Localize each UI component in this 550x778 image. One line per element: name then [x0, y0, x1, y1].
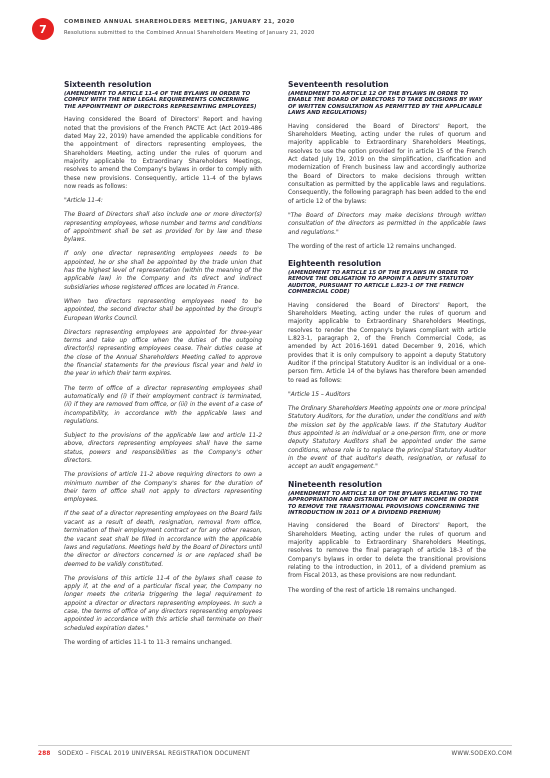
paragraph: If the seat of a director representing employees on the Board falls vacant as a result of death, resignation, removal from office, termination of their employment contract or for any other reason, the vacant seat shall be filled in accordance with the applicable laws and regulations. Meetings held by the Board of Directors until the director or directors concerned is or are replaced shall be deemed to be validly constituted.	[64, 511, 262, 568]
running-header-subtitle: Resolutions submitted to the Combined Annual Shareholders Meeting of January 21, 2020	[64, 30, 315, 36]
resolution-18-section	[288, 259, 486, 472]
resolution-17-heading: Seventeenth resolution	[288, 80, 389, 89]
page-number: 288	[38, 751, 51, 757]
paragraph: Having considered the Board of Directors' Report, the Shareholders Meeting, acting under the rules of quorum and majority applicable to Extraordinary Shareholders Meetings, resolves to remove the final paragraph of article 18-3 of the Company's bylaws in order to delete the transitional provisions relating to the introduction, in 2011, of a dividend premium as from Fiscal 2013, as these provisions are now redundant.	[288, 523, 486, 580]
paragraph: The Board of Directors shall also include one or more director(s) representing employees, whose number and terms and conditions of appointment shall be set as provided for by law and these bylaws.	[64, 212, 262, 244]
chapter-number-badge: 7	[32, 18, 54, 40]
footer-website-link[interactable]: WWW.SODEXO.COM	[451, 751, 512, 757]
resolution-19-subheading: (AMENDMENT TO ARTICLE 18 OF THE BYLAWS RELATING TO THE APPROPRIATION AND DISTRIBUTION OF NET INCOME IN ORDER TO REMOVE THE TRANSITIONAL PROVISIONS CONCERNING THE INTRODUCTION IN 2011 OF A DIVIDEND PREMIUM)	[288, 490, 483, 516]
resolution-19-section	[288, 480, 486, 595]
paragraph: Subject to the provisions of the applicable law and article 11-2 above, directors representing employees shall have the same status, powers and responsibilities as the Company's other directors.	[64, 433, 262, 465]
paragraph: The wording of articles 11-1 to 11-3 remains unchanged.	[64, 639, 232, 646]
paragraph: The provisions of article 11-2 above requiring directors to own a minimum number of the Company's shares for the duration of their term of office shall not apply to directors representing employees.	[64, 472, 262, 504]
paragraph: "Article 11-4:	[64, 198, 103, 205]
paragraph: When two directors representing employees need to be appointed, the second director shall be appointed by the Group's European Works Council.	[64, 298, 262, 322]
left-column	[64, 80, 262, 655]
footer-divider	[38, 745, 512, 746]
resolution-16-heading: Sixteenth resolution	[64, 80, 152, 89]
footer-document-title: SODEXO – FISCAL 2019 UNIVERSAL REGISTRATION DOCUMENT	[58, 751, 251, 757]
paragraph: The Ordinary Shareholders Meeting appoints one or more principal Statutory Auditors, for the duration, under the conditions and with the mission set by the applicable laws. If the Statutory Auditor thus appointed is an individual or a one-person firm, one or more deputy Statutory Auditors shall be appointed under the same conditions, whose role is to replace the principal Statutory Auditor in the event of that auditor's death, resignation, or refusal to accept an audit engagement."	[288, 406, 486, 471]
resolution-17-section	[288, 80, 486, 251]
paragraph: The provisions of this article 11-4 of the bylaws shall cease to apply if, at the end of a particular fiscal year, the Company no longer meets the criteria triggering the legal requirement to appoint a director or directors representing employees. In such a case, the terms of office of any directors representing employees appointed in accordance with this article shall terminate on their scheduled expiration dates."	[64, 575, 262, 632]
paragraph: "Article 15 – Auditors	[288, 391, 351, 398]
resolution-17-subheading: (AMENDMENT TO ARTICLE 12 OF THE BYLAWS IN ORDER TO ENABLE THE BOARD OF DIRECTORS TO TAKE DECISIONS BY WAY OF WRITTEN CONSULTATION AS PERMITTED BY THE APPLICABLE LAWS AND REGULATIONS)	[288, 91, 483, 117]
right-column	[288, 80, 486, 603]
paragraph: Having considered the Board of Directors' Report, the Shareholders Meeting, acting under the rules of quorum and majority applicable to Extraordinary Shareholders Meetings, resolves to use the option provided for in article 15 of the French Act dated July 19, 2019 on the simplification, clarification and modernization of French business law and accordingly authorize the Board of Directors to make decisions through written consultation as permitted by the applicable laws and regulations. Consequently, the following paragraph has been added to the end of article 12 of the bylaws:	[288, 123, 486, 205]
resolution-18-subheading: (AMENDMENT TO ARTICLE 15 OF THE BYLAWS IN ORDER TO REMOVE THE OBLIGATION TO APPOINT A DEPUTY STATUTORY AUDITOR, PURSUANT TO ARTICLE L.823-1 OF THE FRENCH COMMERCIAL CODE)	[288, 270, 474, 296]
resolution-18-heading: Eighteenth resolution	[288, 259, 382, 269]
paragraph: The wording of the rest of article 18 remains unchanged.	[288, 587, 457, 594]
paragraph: Having considered the Board of Directors' Report and having noted that the provisions of the French PACTE Act (Act 2019-486 dated May 22, 2019) have amended the applicable conditions for the appointment of directors representing employees, the Shareholders Meeting, acting under the rules of quorum and majority applicable to Extraordinary Shareholders Meetings, resolves to amend the Company's bylaws in order to comply with these new provisions. Consequently, article 11-4 of the bylaws now reads as follows:	[64, 117, 262, 190]
running-header-title: COMBINED ANNUAL SHAREHOLDERS MEETING, JANUARY 21, 2020	[64, 19, 295, 25]
resolution-19-heading: Nineteenth resolution	[288, 479, 383, 489]
paragraph: Directors representing employees are appointed for three-year terms and take up office when the duties of the outgoing director(s) representing employees cease. Their duties cease at the close of the Annual Shareholders Meeting called to approve the financial statements for the previous fiscal year and held in the year in which their term expires.	[64, 329, 262, 378]
paragraph: "The Board of Directors may make decisions through written consultation of the directors as permitted in the applicable laws and regulations."	[288, 212, 486, 236]
paragraph: The wording of the rest of article 12 remains unchanged.	[288, 243, 457, 250]
resolution-16-section	[64, 80, 262, 647]
resolution-16-subheading: (AMENDMENT TO ARTICLE 11-4 OF THE BYLAWS IN ORDER TO COMPLY WITH THE NEW LEGAL REQUIREMENTS CONCERNING THE APPOINTMENT OF DIRECTORS REPRESENTING EMPLOYEES)	[64, 91, 257, 110]
paragraph: If only one director representing employees needs to be appointed, he or she shall be appointed by the trade union that has the highest level of representation (within the meaning of the applicable law) in the Company and its direct and indirect subsidiaries whose registered offices are located in France.	[64, 251, 262, 291]
paragraph: The term of office of a director representing employees shall automatically end (i) if their employment contract is terminated, (ii) if they are removed from office, or (iii) in the event of a case of incompatibility, in accordance with the applicable laws and regulations.	[64, 385, 262, 425]
paragraph: Having considered the Board of Directors' Report, the Shareholders Meeting, acting under the rules of quorum and majority applicable to Extraordinary Shareholders Meetings, resolves to render the Company's bylaws compliant with article L.823-1, paragraph 2, of the French Commercial Code, as amended by Act 2016-1691 dated December 9, 2016, which provides that it is only compulsory to appoint a deputy Statutory Auditor if the principal Statutory Auditor is an individual or a one-person firm. Article 14 of the bylaws has therefore been amended to read as follows:	[288, 302, 486, 384]
